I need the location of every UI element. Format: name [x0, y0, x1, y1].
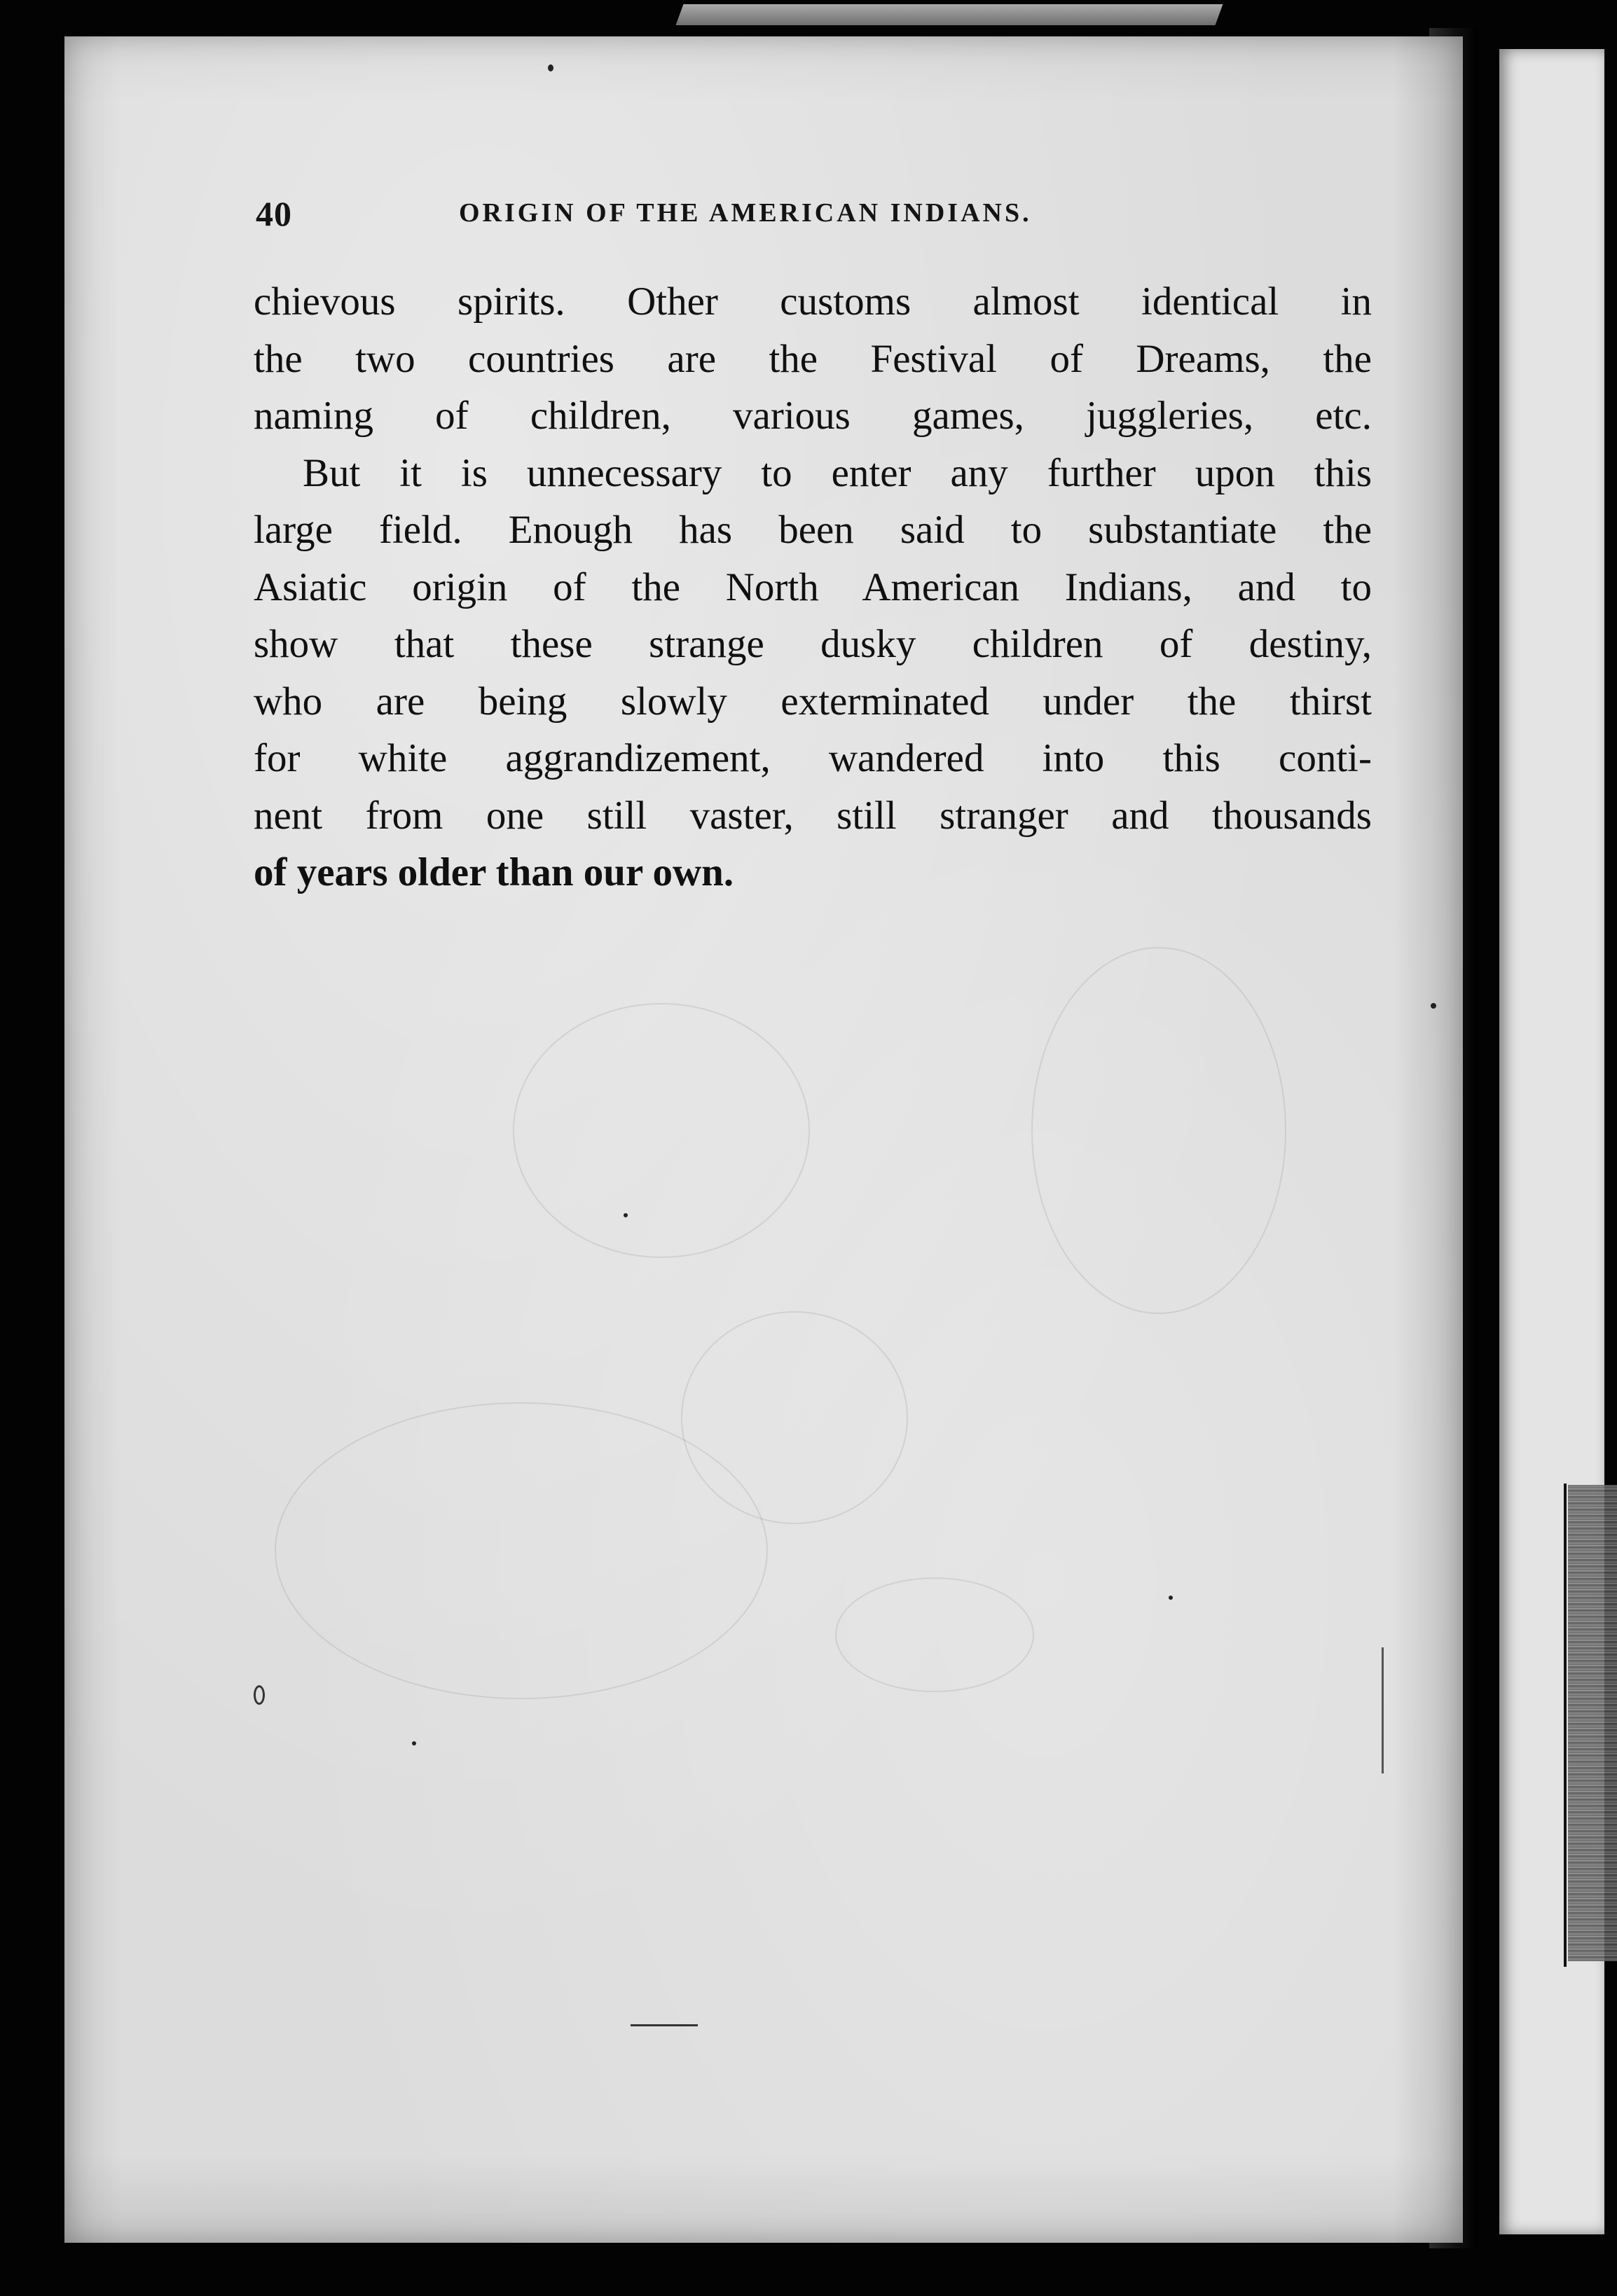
water-stain [1031, 947, 1286, 1314]
text-line: naming of children, various games, juggleries, etc. [254, 394, 1372, 438]
running-title: ORIGIN OF THE AMERICAN INDIANS. [459, 198, 1032, 228]
edge-mark [1382, 1647, 1384, 1773]
facing-plate-border [1564, 1484, 1567, 1967]
speck [1169, 1596, 1173, 1600]
speck [548, 64, 553, 71]
text-line: large field. Enough has been said to substantiate the [254, 508, 1372, 552]
text-line: of years older than our own. [254, 850, 734, 894]
water-stain [275, 1402, 768, 1699]
text-line: nent from one still vaster, still stranger and thousands [254, 793, 1372, 838]
text-line: Asiatic origin of the North American Indians, and to [254, 565, 1372, 609]
speck [412, 1741, 416, 1745]
speck [254, 1685, 265, 1705]
text-line: chievous spirits. Other customs almost identical in [254, 279, 1372, 324]
text-line: who are being slowly exterminated under the thirst [254, 679, 1372, 724]
binding-strip [676, 4, 1223, 25]
dash-mark [631, 2024, 698, 2026]
text-line: the two countries are the Festival of Dreams, the [254, 336, 1372, 381]
page-number: 40 [256, 194, 292, 233]
running-head [256, 193, 1391, 235]
text-line: But it is unnecessary to enter any further upon this [303, 450, 1372, 495]
speck [624, 1213, 628, 1217]
speck [1431, 1003, 1436, 1009]
water-stain [513, 1003, 810, 1258]
water-stain [835, 1577, 1034, 1692]
text-line: show that these strange dusky children of destiny, [254, 622, 1372, 666]
text-line: for white aggrandizement, wandered into this conti- [254, 736, 1372, 780]
facing-page-plate [1568, 1485, 1617, 1961]
body-text [254, 273, 1372, 901]
